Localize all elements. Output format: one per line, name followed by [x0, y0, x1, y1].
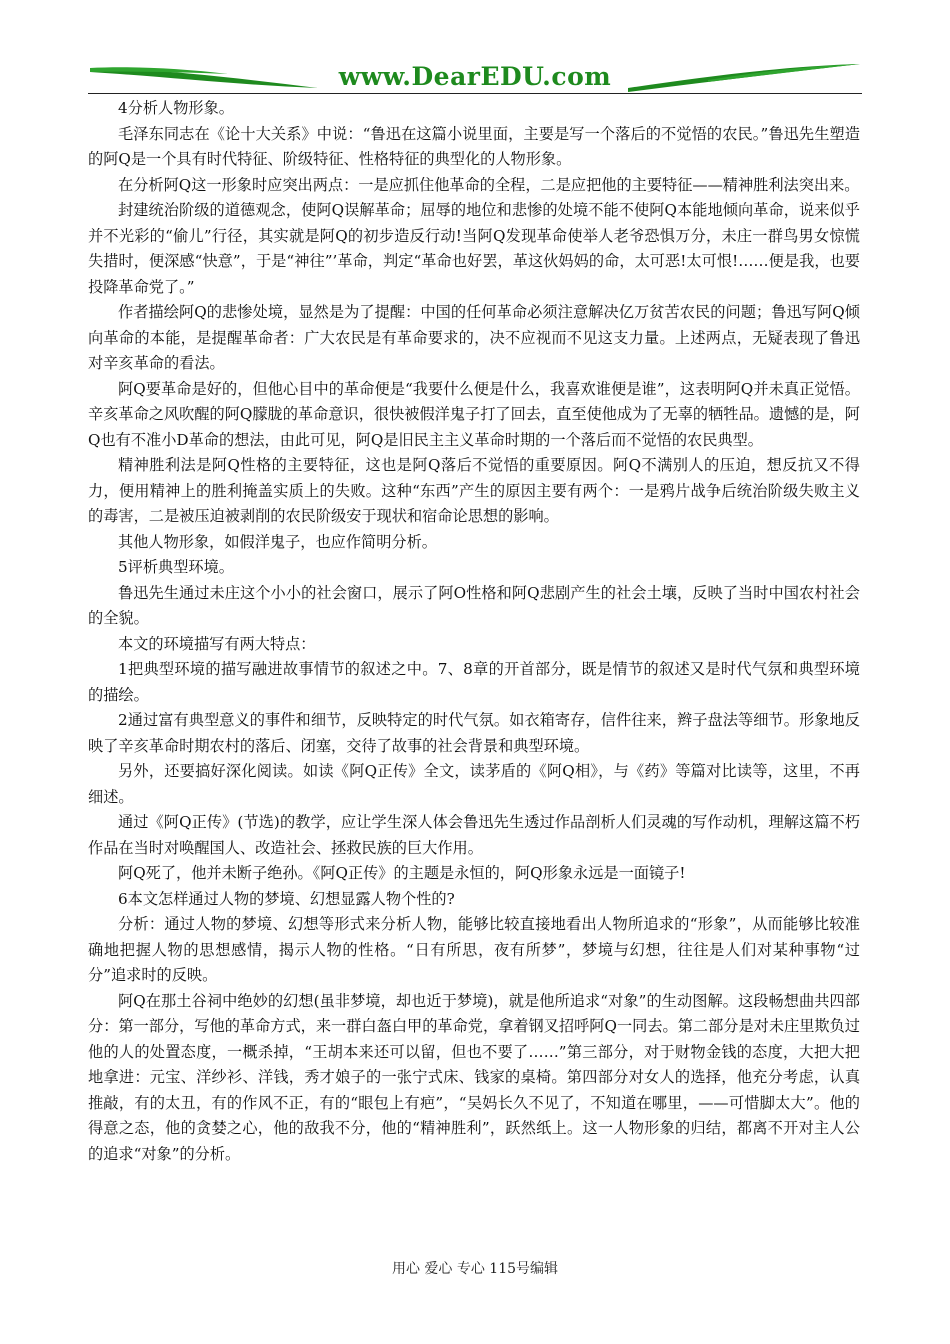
paragraph: 6本文怎样通过人物的梦境、幻想显露人物个性的? [118, 889, 455, 908]
site-logo-text: www.DearEDU.com [338, 62, 612, 91]
paragraph: 分析：通过人物的梦境、幻想等形式来分析人物，能够比较直接地看出人物所追求的“形象”，从而能够比较准确地把握人物的思想感情，揭示人物的性格。“日有所思，夜有所梦”，梦境与幻想，往往是人们对某种事物“过分”追求时的反映。 [88, 915, 860, 984]
paragraph: 毛泽东同志在《论十大关系》中说：“鲁迅在这篇小说里面，主要是写一个落后的不觉悟的农民。”鲁迅先生塑造的阿Q是一个具有时代特征、阶级特征、性格特征的典型化的人物形象。 [88, 124, 860, 168]
paragraph: 本文的环境描写有两大特点： [118, 634, 316, 653]
paragraph: 通过《阿Q正传》(节选)的教学，应让学生深人体会鲁迅先生透过作品剖析人们灵魂的写作动机，理解这篇不朽作品在当时对唤醒国人、改造社会、拯救民族的巨大作用。 [88, 813, 860, 857]
header-rule [88, 93, 862, 94]
paragraph: 其他人物形象，如假洋鬼子，也应作简明分析。 [118, 532, 437, 551]
paragraph: 鲁迅先生通过未庄这个小小的社会窗口，展示了阿O性格和阿Q悲剧产生的社会土壤，反映了当时中国农村社会的全貌。 [88, 583, 860, 627]
paragraph: 作者描绘阿Q的悲惨处境，显然是为了提醒：中国的任何革命必须注意解决亿万贫苦农民的问题；鲁迅写阿Q倾向革命的本能，是提醒革命者：广大农民是有革命要求的，决不应视而不见这支力量。上述两点，无疑表现了鲁迅对辛亥革命的看法。 [88, 303, 860, 372]
paragraph: 阿Q在那土谷祠中绝妙的幻想(虽非梦境，却也近于梦境)，就是他所追求“对象”的生动图解。这段畅想曲共四部分：第一部分，写他的革命方式，来一群白盔白甲的革命党，拿着钢叉招呼阿Q一同去。第二部分是对未庄里欺负过他的人的处置态度，一概杀掉，“王胡本来还可以留，但也不要了……”第三部分，对于财物金钱的态度，大把大把地拿进：元宝、洋纱衫、洋钱，秀才娘子的一张宁式床、钱家的桌椅。第四部分对女人的选择，他充分考虑，认真推敲，有的太丑，有的作风不正，有的“眼包上有疤”，“吴妈长久不见了，不知道在哪里，——可惜脚太大”。他的得意之态，他的贪婪之心，他的敌我不分，他的“精神胜利”，跃然纸上。这一人物形象的归结，都离不开对主人公的追求“对象”的分析。 [88, 991, 860, 1163]
paragraph: 2通过富有典型意义的事件和细节，反映特定的时代气氛。如衣箱寄存，信件往来，辫子盘法等细节。形象地反映了辛亥革命时期农村的落后、闭塞，交待了故事的社会背景和典型环境。 [88, 711, 860, 755]
page-footer: 用心 爱心 专心 115号编辑 [391, 1261, 559, 1277]
paragraph: 4分析人物形象。 [118, 99, 234, 117]
paragraph: 另外，还要搞好深化阅读。如读《阿Q正传》全文，读茅盾的《阿Q相》，与《药》等篇对比读等，这里，不再细述。 [88, 762, 860, 806]
site-header-banner [88, 60, 862, 96]
paragraph: 在分析阿Q这一形象时应突出两点：一是应抓住他革命的全程，二是应把他的主要特征——精神胜利法突出来。 [118, 175, 860, 194]
paragraph: 1把典型环境的描写融进故事情节的叙述之中。7、8章的开首部分，既是情节的叙述又是时代气氛和典型环境的描绘。 [88, 660, 860, 704]
paragraph: 阿Q死了，他并未断子绝孙。《阿Q正传》的主题是永恒的，阿Q形象永远是一面镜子! [118, 864, 686, 882]
paragraph: 精神胜利法是阿Q性格的主要特征，这也是阿Q落后不觉悟的重要原因。阿Q不满别人的压迫，想反抗又不得力，便用精神上的胜利掩盖实质上的失败。这种“东西”产生的原因主要有两个：一是鸦片战争后统治阶级失败主义的毒害，二是被压迫被剥削的农民阶级安于现状和宿命论思想的影响。 [88, 456, 860, 525]
paragraph: 5评析典型环境。 [118, 558, 234, 576]
paragraph: 封建统治阶级的道德观念，使阿Q误解革命；屈辱的地位和悲惨的处境不能不使阿Q本能地倾向革命，说来似乎并不光彩的“偷儿”行径，其实就是阿Q的初步造反行动!当阿Q发现革命使举人老爷恐惧万分，未庄一群鸟男女惊慌失措时，便深感“快意”，于是“神往”’革命，判定“革命也好罢，革这伙妈妈的命，太可恶!太可恨!……便是我，也要投降革命党了。” [88, 201, 860, 296]
paragraph: 阿Q要革命是好的，但他心目中的革命便是“我要什么便是什么，我喜欢谁便是谁”，这表明阿Q并未真正觉悟。辛亥革命之风吹醒的阿Q朦胧的革命意识，很快被假洋鬼子打了回去，直至使他成为了无辜的牺牲品。遗憾的是，阿Q也有不准小D革命的想法，由此可见，阿Q是旧民主主义革命时期的一个落后而不觉悟的农民典型。 [88, 379, 860, 449]
article-body [88, 96, 860, 1167]
